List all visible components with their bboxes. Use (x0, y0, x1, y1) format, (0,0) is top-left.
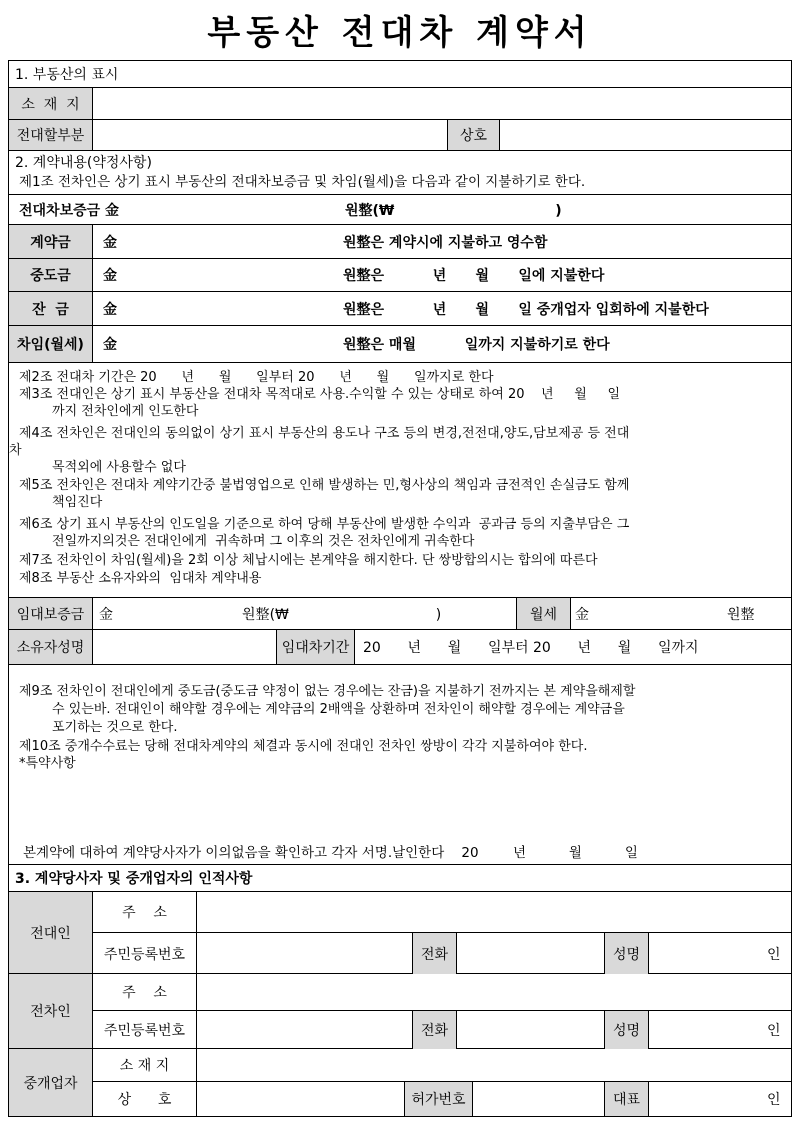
article-line: 제5조 전차인은 전대차 계약기간중 불법영업으로 인해 발생하는 민,형사상의 책임과 금전적인 손실금도 함께 (19, 478, 630, 493)
address-field[interactable] (197, 892, 791, 932)
article-1: 제1조 전차인은 상기 표시 부동산의 전대차보증금 및 차임(월세)을 다음과 같이 지불하기로 한다. (19, 174, 586, 190)
payment-row-rent (9, 326, 791, 363)
payment-prefix-balance: 金 (103, 301, 117, 318)
payment-prefix-interim: 金 (103, 268, 117, 284)
payment-text-interim[interactable]: 원整은 년 월 일에 지불한다 (343, 268, 605, 284)
deposit-label: 전대차보증금 金 (19, 202, 120, 219)
address-label: 주 소 (93, 892, 197, 932)
section1-heading: 1. 부동산의 표시 (15, 67, 119, 83)
party-label-agent: 중개업자 (9, 1049, 93, 1116)
location-field[interactable] (93, 88, 791, 119)
lease-deposit-label: 임대보증금 (9, 598, 93, 629)
phone-field[interactable] (457, 933, 605, 974)
phone-label: 전화 (413, 1011, 457, 1049)
trade-name-field[interactable] (500, 120, 791, 150)
owner-field[interactable] (93, 630, 277, 664)
name-label: 성명 (605, 1011, 649, 1049)
owner-label: 소유자성명 (9, 630, 93, 664)
lease-period-label: 임대차기간 (277, 630, 355, 664)
lease-period-value[interactable]: 20 년 월 일부터 20 년 월 일까지 (363, 640, 699, 656)
monthly-value[interactable]: 金 원整 (575, 606, 755, 623)
id-label: 주민등록번호 (93, 933, 197, 974)
monthly-label: 월세 (517, 598, 571, 629)
article-line: 제10조 중개수수료는 당해 전대차계약의 체결과 동시에 전대인 전차인 쌍방이 각각 지불하여야 한다. (19, 739, 588, 754)
article-line: 수 있는바. 전대인이 해약할 경우에는 계약금의 2배액을 상환하며 전차인이 해약할 경우에는 계약금을 (19, 702, 625, 717)
address-field[interactable] (197, 974, 791, 1010)
agent-location-row (93, 1049, 791, 1082)
party-label-sublessee: 전차인 (9, 974, 93, 1048)
article-line: 포기하는 것으로 한다. (19, 720, 178, 735)
article-line: 까지 전차인에게 인도한다 (19, 404, 199, 419)
name-field[interactable] (649, 933, 767, 974)
article-line: 제9조 전차인이 전대인에게 중도금(중도금 약정이 없는 경우에는 잔금)을 지불하기 전까지는 본 계약을해제할 (19, 684, 636, 699)
payment-row-interim (9, 259, 791, 292)
party-id-row (93, 933, 791, 974)
document-title: 부동산 전대차 계약서 (207, 13, 593, 53)
payment-text-contract[interactable]: 원整은 계약시에 지불하고 영수함 (343, 234, 548, 251)
agent-trade-label: 상 호 (93, 1082, 197, 1116)
payment-prefix-contract: 金 (103, 234, 117, 251)
trade-name-label: 상호 (448, 120, 500, 150)
party-label-sublessor: 전대인 (9, 892, 93, 973)
payment-row-balance (9, 292, 791, 326)
id-field[interactable] (197, 933, 413, 974)
payment-text-rent[interactable]: 원整은 매월 일까지 지불하기로 한다 (343, 337, 610, 353)
phone-field[interactable] (457, 1011, 605, 1049)
party-agent (9, 1049, 791, 1116)
section1-heading-row (9, 61, 791, 88)
article-line: 책임진다 (19, 495, 103, 510)
name-label: 성명 (605, 933, 649, 974)
confirmation-statement: 본계약에 대하여 계약당사자가 이의없음을 확인하고 각자 서명.날인한다 20 년 월 일 (23, 845, 638, 861)
sublet-part-field[interactable] (93, 120, 448, 150)
articles-block-b (9, 665, 791, 865)
license-field[interactable] (473, 1082, 605, 1116)
article-line: 전일까지의것은 전대인에게 귀속하며 그 이후의 것은 전차인에게 귀속한다 (19, 534, 475, 549)
agent-trade-row (93, 1082, 791, 1116)
location-label: 소 재 지 (9, 88, 93, 119)
section3-heading: 3. 계약당사자 및 중개업자의 인적사항 (15, 871, 253, 887)
article-line: 목적외에 사용할수 없다 (19, 460, 186, 475)
special-terms-label: *특약사항 (19, 756, 76, 771)
rep-field[interactable] (649, 1082, 767, 1116)
sublet-part-label: 전대할부분 (9, 120, 93, 150)
lease-deposit-value[interactable]: 金 원整(₩ ) (93, 598, 517, 629)
owner-row (9, 630, 791, 665)
section3-heading-row (9, 865, 791, 892)
location-row (9, 88, 791, 120)
sublet-part-row (9, 120, 791, 151)
name-field[interactable] (649, 1011, 767, 1049)
article-line: 제6조 상기 표시 부동산의 인도일을 기준으로 하여 당해 부동산에 발생한 수익과 공과금 등의 지출부담은 그 (19, 517, 630, 532)
seal-mark: 인 (767, 1023, 781, 1039)
article1-block (9, 151, 791, 195)
payment-label-contract: 계약금 (9, 225, 93, 258)
id-field[interactable] (197, 1011, 413, 1049)
party-sublessor (9, 892, 791, 974)
party-address-row (93, 974, 791, 1011)
address-label: 주 소 (93, 974, 197, 1010)
payment-label-interim: 중도금 (9, 259, 93, 291)
rep-label: 대표 (605, 1082, 649, 1116)
agent-trade-field[interactable] (197, 1082, 405, 1116)
party-id-row (93, 1011, 791, 1049)
seal-mark: 인 (767, 946, 781, 963)
deposit-won[interactable]: 원整(₩ ) (345, 202, 562, 219)
id-label: 주민등록번호 (93, 1011, 197, 1049)
agent-location-field[interactable] (197, 1049, 791, 1081)
article-line: 제7조 전차인이 차임(월세)을 2회 이상 체납시에는 본계약을 해지한다. 단 쌍방합의시는 합의에 따른다 (19, 553, 598, 568)
lease-deposit-row (9, 598, 791, 630)
seal-mark: 인 (767, 1092, 781, 1108)
payment-label-balance: 잔 금 (9, 292, 93, 325)
party-address-row (93, 892, 791, 933)
contract-form (8, 60, 792, 1117)
payment-label-rent: 차임(월세) (9, 326, 93, 362)
article-line: 제8조 부동산 소유자와의 임대차 계약내용 (19, 571, 262, 586)
article-line: 제3조 전대인은 상기 표시 부동산을 전대차 목적대로 사용.수익할 수 있는 상태로 하여 20 년 월 일 (19, 387, 621, 402)
party-sublessee (9, 974, 791, 1049)
article-line: 제4조 전차인은 전대인의 동의없이 상기 표시 부동산의 용도나 구조 등의 변경,전전대,양도,담보제공 등 전대 (19, 426, 630, 441)
section2-heading: 2. 계약내용(약정사항) (15, 155, 152, 171)
articles-block-a (9, 363, 791, 598)
article-line: 차 (9, 443, 22, 458)
phone-label: 전화 (413, 933, 457, 974)
payment-text-balance[interactable]: 원整은 년 월 일 중개업자 입회하에 지불한다 (343, 301, 709, 318)
agent-location-label: 소 재 지 (93, 1049, 197, 1081)
payment-row-contract (9, 225, 791, 259)
article-line: 제2조 전대차 기간은 20 년 월 일부터 20 년 월 일까지로 한다 (19, 370, 494, 385)
deposit-row (9, 195, 791, 225)
license-label: 허가번호 (405, 1082, 473, 1116)
payment-prefix-rent: 金 (103, 337, 117, 353)
